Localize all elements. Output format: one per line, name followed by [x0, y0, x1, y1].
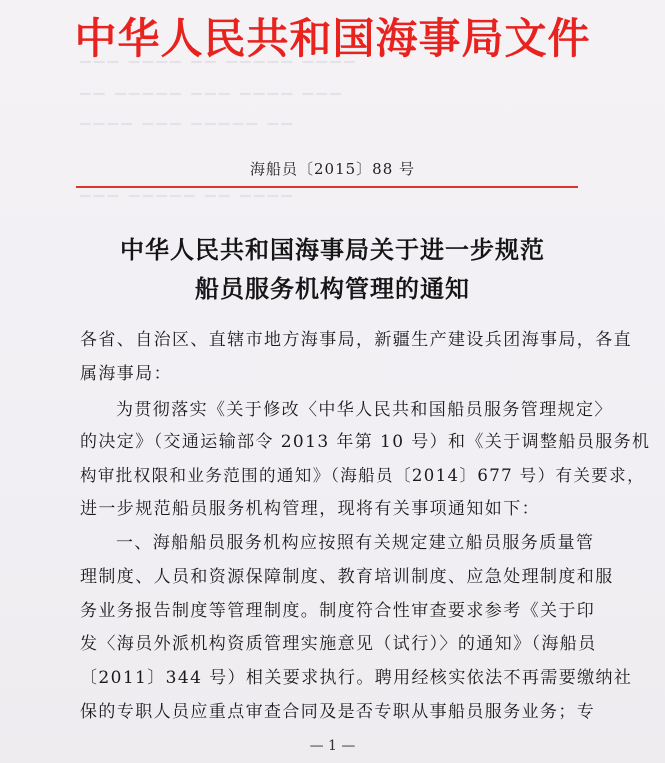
- body-line: 理制度、人员和资源保障制度、教育培训制度、应急处理制度和服: [80, 567, 614, 587]
- body-line: 构审批权限和业务范围的通知》（海船员〔2014〕677 号）有关要求，: [80, 466, 645, 485]
- body-line: 进一步规范船员服务机构管理，现将有关事项通知如下：: [80, 499, 540, 519]
- red-divider-line: [76, 186, 578, 188]
- issuer-header-title: 中华人民共和国海事局文件: [74, 14, 591, 63]
- body-line: 各省、自治区、直辖市地方海事局，新疆生产建设兵团海事局，各直: [80, 330, 632, 350]
- body-line: 发〈海员外派机构资质管理实施意见（试行）〉的通知》（海船员: [80, 634, 597, 654]
- notice-title-line-1: 中华人民共和国海事局关于进一步规范: [120, 236, 545, 264]
- body-line: 属海事局：: [80, 364, 172, 384]
- body-line: 一、海船船员服务机构应按照有关规定建立船员服务质量管: [116, 533, 595, 553]
- bleed-through-mark: ▔▔ ▔▔▔▔▔ ▔▔▔ ▔▔▔▔ ▔▔▔: [80, 94, 344, 110]
- body-line: 为贯彻落实《关于修改〈中华人民共和国船员服务管理规定〉: [116, 400, 613, 420]
- bleed-through-mark: ▔▔▔ ▔▔▔▔ ▔▔ ▔▔▔▔▔ ▔▔▔▔: [80, 62, 358, 78]
- bleed-through-mark: ▔▔▔ ▔▔▔▔▔ ▔▔ ▔▔▔▔: [80, 196, 296, 212]
- body-line: 保的专职人员应重点审查合同及是否专职从事船员服务业务；专: [80, 702, 596, 722]
- body-line: 的决定》（交通运输部令 2013 年第 10 号）和《关于调整船员服务机: [80, 432, 651, 452]
- bleed-through-mark: ▔▔▔▔ ▔▔▔ ▔▔▔▔▔ ▔▔: [80, 124, 296, 140]
- page-number: — 1 —: [309, 738, 356, 754]
- body-line: 〔2011〕344 号）相关要求执行。聘用经核实依法不再需要缴纳社: [80, 668, 633, 688]
- document-number: 海船员〔2015〕88 号: [249, 160, 416, 178]
- body-line: 务业务报告制度等管理制度。制度符合性审查要求参考《关于印: [80, 601, 596, 621]
- notice-title-line-2: 船员服务机构管理的通知: [195, 275, 470, 303]
